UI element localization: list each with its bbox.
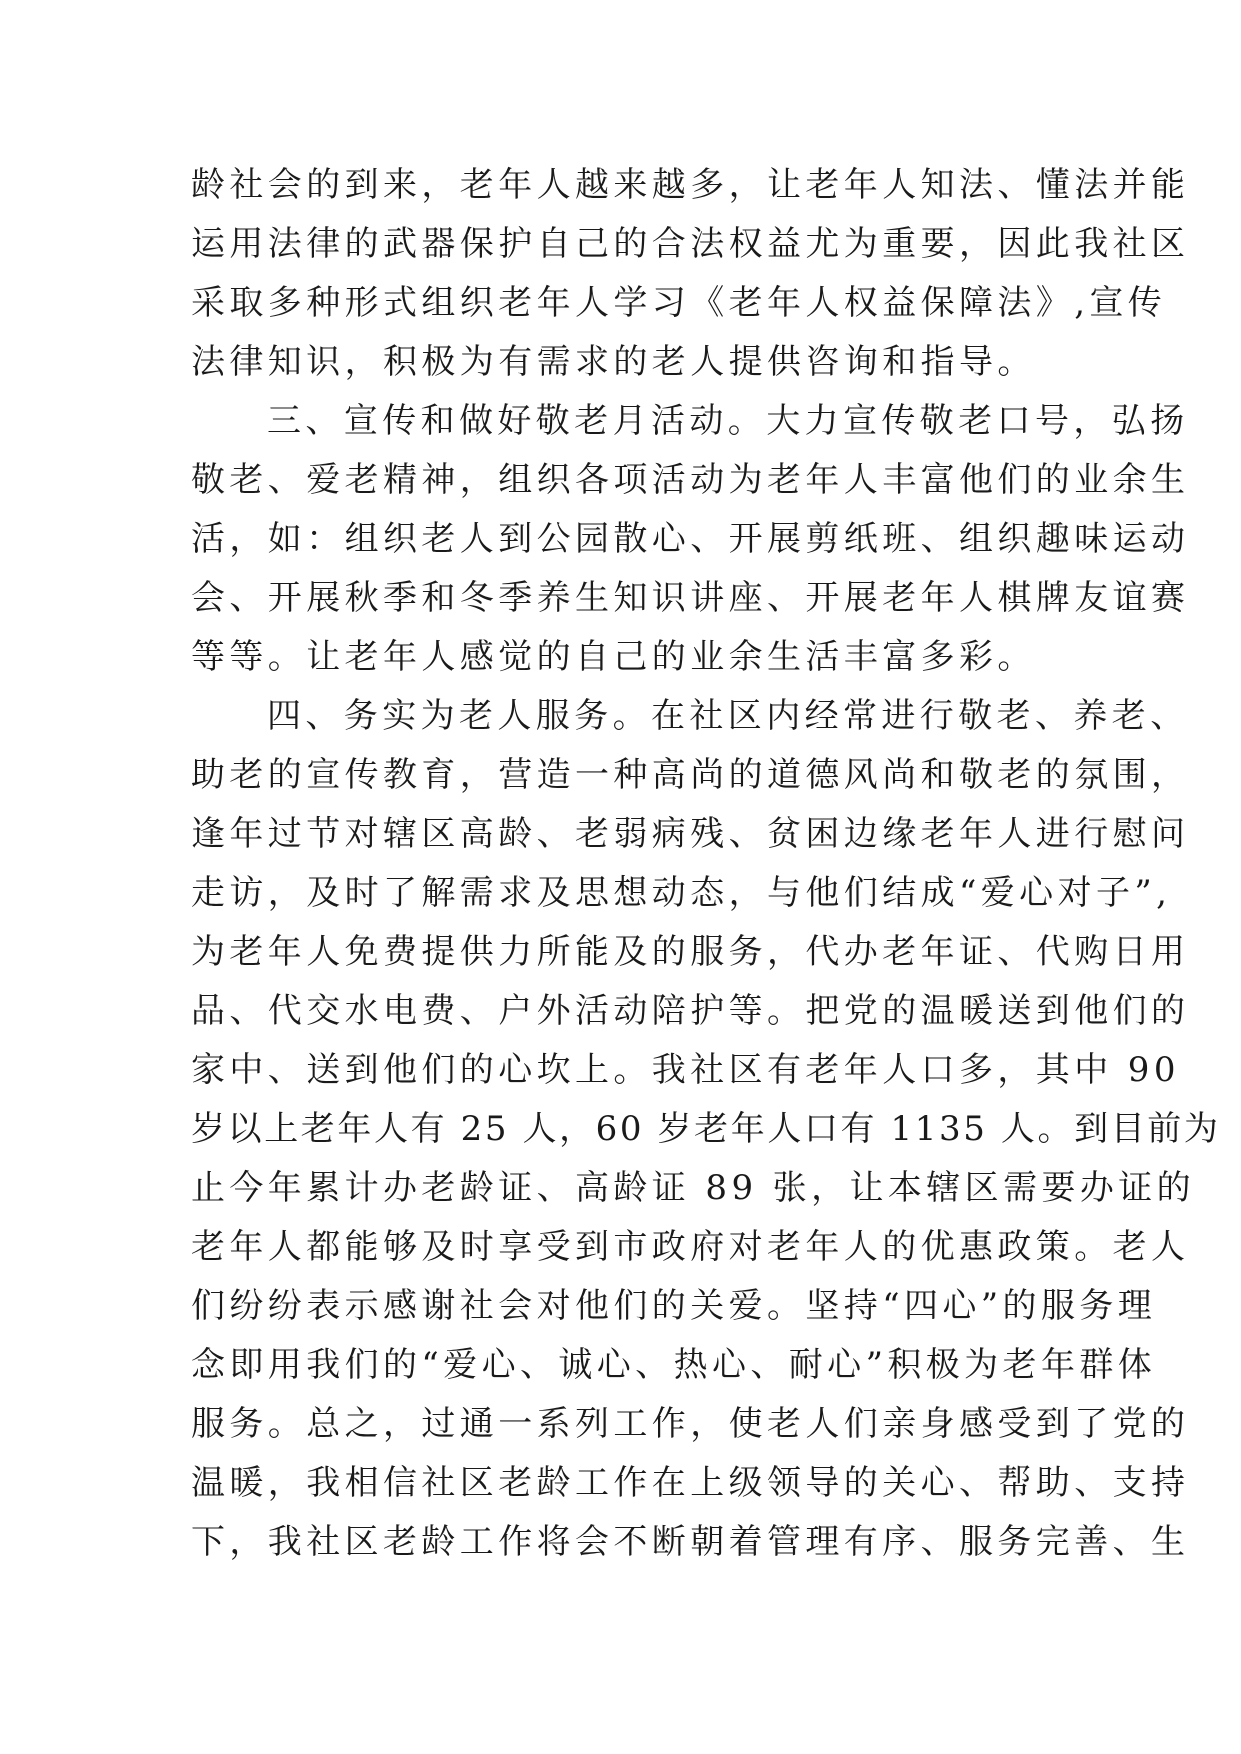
text-line: 运用法律的武器保护自己的合法权益尤为重要，因此我社区 (191, 224, 1190, 264)
paragraph-heading-line: 四、务实为老人服务。在社区内经常进行敬老、养老、 (267, 696, 1189, 736)
text-line: 念即用我们的“爱心、诚心、热心、耐心”积极为老年群体 (191, 1345, 1157, 1385)
text-line: 品、代交水电费、户外活动陪护等。把党的温暖送到他们的 (191, 991, 1190, 1031)
text-line: 家中、送到他们的心坎上。我社区有老年人口多，其中 90 (191, 1050, 1180, 1090)
text-line: 活，如：组织老人到公园散心、开展剪纸班、组织趣味运动 (191, 519, 1190, 559)
text-line: 法律知识，积极为有需求的老人提供咨询和指导。 (191, 342, 1036, 382)
text-line: 老年人都能够及时享受到市政府对老年人的优惠政策。老人 (191, 1227, 1190, 1267)
text-line: 采取多种形式组织老年人学习《老年人权益保障法》,宣传 (191, 283, 1167, 323)
text-line: 敬老、爱老精神，组织各项活动为老年人丰富他们的业余生 (191, 460, 1190, 500)
text-line: 下，我社区老龄工作将会不断朝着管理有序、服务完善、生 (191, 1522, 1190, 1562)
body-text (191, 156, 1221, 1572)
text-line: 逢年过节对辖区高龄、老弱病残、贫困边缘老年人进行慰问 (191, 814, 1190, 854)
text-line: 龄社会的到来，老年人越来越多，让老年人知法、懂法并能 (191, 165, 1190, 205)
text-line: 岁以上老年人有 25 人，60 岁老年人口有 1135 人。到目前为 (191, 1109, 1221, 1149)
text-line: 止今年累计办老龄证、高龄证 89 张，让本辖区需要办证的 (191, 1168, 1196, 1208)
text-line: 等等。让老年人感觉的自己的业余生活丰富多彩。 (191, 637, 1036, 677)
text-line: 们纷纷表示感谢社会对他们的关爱。坚持“四心”的服务理 (191, 1286, 1157, 1326)
text-line: 服务。总之，过通一系列工作，使老人们亲身感受到了党的 (191, 1404, 1190, 1444)
text-line: 走访，及时了解需求及思想动态，与他们结成“爱心对子”, (191, 873, 1172, 913)
text-line: 会、开展秋季和冬季养生知识讲座、开展老年人棋牌友谊赛 (191, 578, 1190, 618)
text-line: 为老年人免费提供力所能及的服务，代办老年证、代购日用 (191, 932, 1190, 972)
paragraph-heading-line: 三、宣传和做好敬老月活动。大力宣传敬老口号，弘扬 (267, 401, 1189, 441)
text-line: 助老的宣传教育，营造一种高尚的道德风尚和敬老的氛围， (191, 755, 1190, 795)
text-line: 温暖，我相信社区老龄工作在上级领导的关心、帮助、支持 (191, 1463, 1190, 1503)
